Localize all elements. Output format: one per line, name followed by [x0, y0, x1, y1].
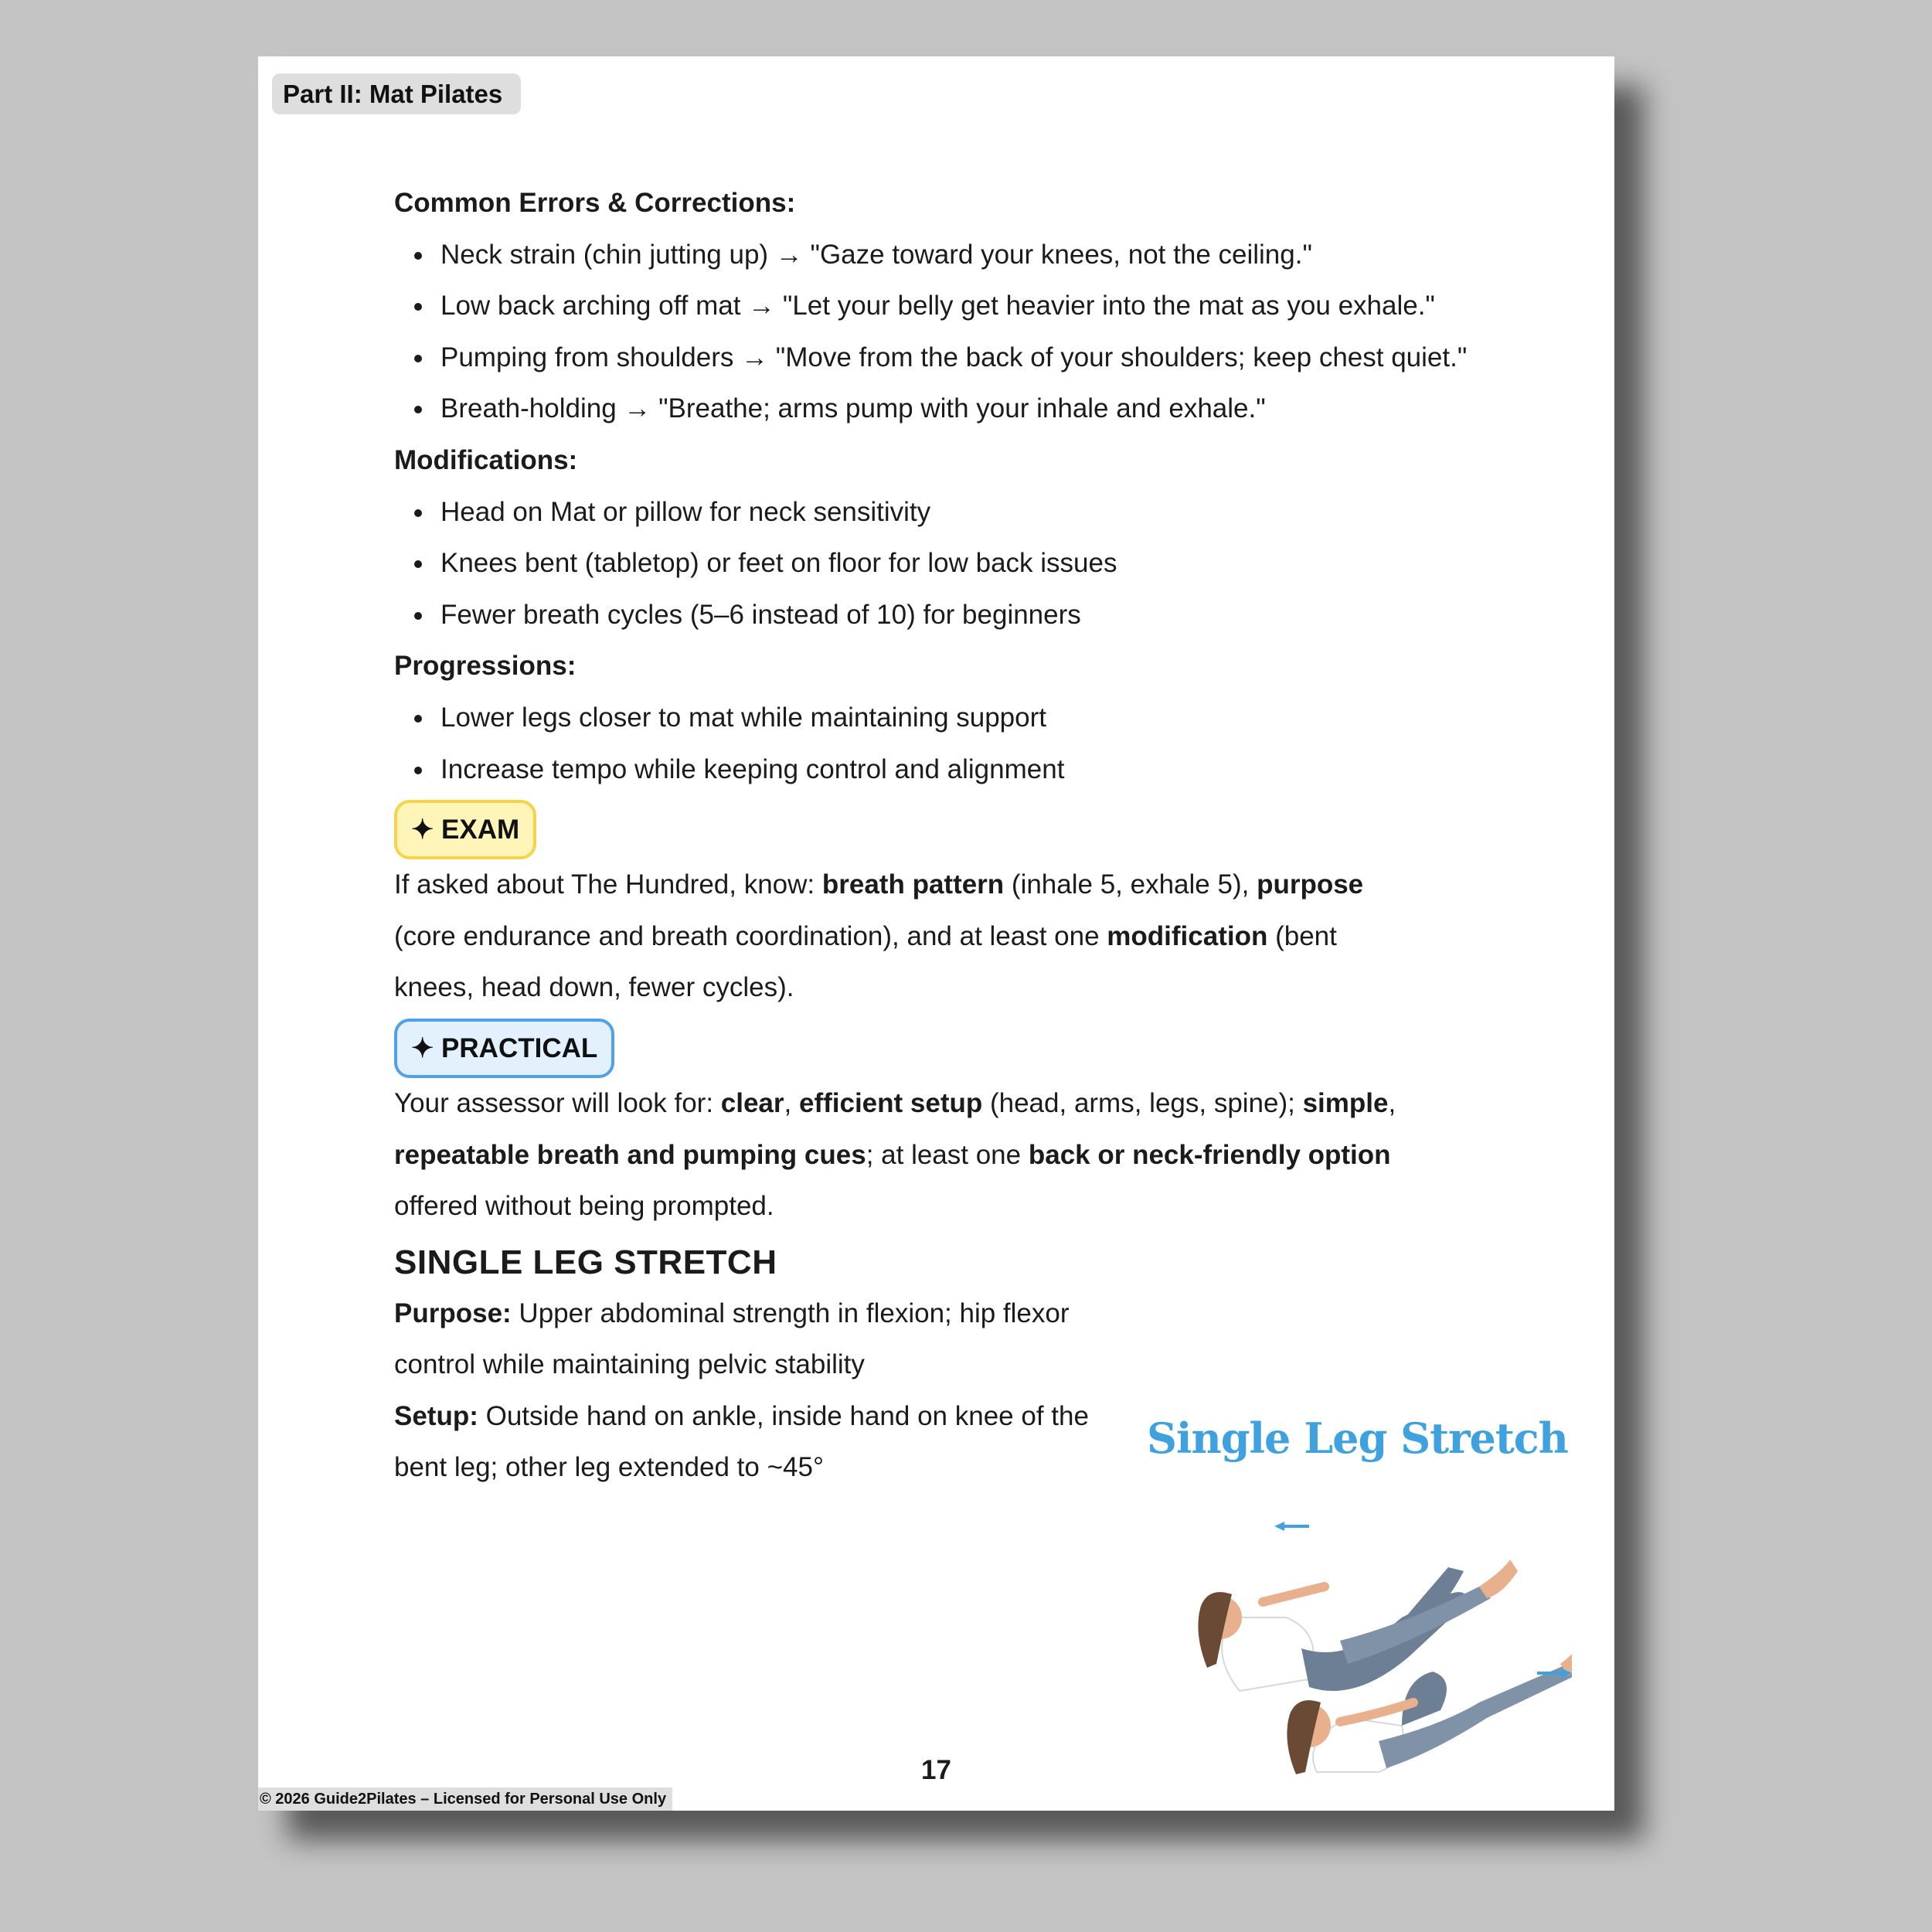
purpose-value: Upper abdominal strength in flexion; hip flexor control while maintaining pelvic stability: [394, 1298, 1070, 1380]
exam-text-4: (bent knees, head down, fewer cycles).: [394, 920, 1337, 1003]
part-label: Part II: Mat Pilates: [272, 73, 521, 114]
practical-text-1: Your assessor will look for:: [394, 1087, 721, 1118]
exam-text-3: (core endurance and breath coordination), and at least one: [394, 920, 1107, 951]
modifications-heading: Modifications:: [394, 444, 578, 475]
practical-text-4: ,: [1388, 1087, 1396, 1118]
list-item: Breath-holding → "Breathe; arms pump with your inhale and exhale.": [440, 383, 1476, 435]
practical-text-5: ; at least one: [866, 1139, 1029, 1170]
exam-bold-2: purpose: [1257, 869, 1364, 900]
progressions-list: [394, 692, 1476, 795]
practical-bold-4: repeatable breath and pumping cues: [394, 1139, 866, 1170]
setup-value: Outside hand on ankle, inside hand on knee of the bent leg; other leg extended to ~45°: [394, 1400, 1089, 1483]
exam-text-1: If asked about The Hundred, know:: [394, 869, 822, 900]
exam-badge: ✦ EXAM: [394, 800, 536, 859]
pilates-figures-image: [1147, 1339, 1572, 1787]
list-item: Fewer breath cycles (5–6 instead of 10) for beginners: [440, 590, 1476, 641]
page-content: [394, 178, 1476, 1494]
setup-text: [394, 1391, 1136, 1494]
practical-text-3: (head, arms, legs, spine);: [982, 1087, 1303, 1118]
figure-title: Single Leg Stretch: [1147, 1413, 1568, 1463]
practical-bold-2: efficient setup: [798, 1087, 983, 1118]
copyright-notice: © 2026 Guide2Pilates – Licensed for Personal Use Only: [258, 1787, 672, 1811]
exam-text-2: (inhale 5, exhale 5),: [1004, 869, 1257, 900]
exam-text: [394, 859, 1476, 1014]
section-heading: SINGLE LEG STRETCH: [394, 1243, 777, 1281]
document-page: [258, 56, 1614, 1811]
list-item: Head on Mat or pillow for neck sensitivity: [440, 487, 1476, 539]
errors-list: [394, 230, 1476, 435]
practical-text-6: offered without being prompted.: [394, 1191, 774, 1222]
exam-bold-1: breath pattern: [821, 869, 1005, 900]
modifications-list: [394, 487, 1476, 641]
practical-text: [394, 1078, 1476, 1233]
progressions-heading: Progressions:: [394, 651, 577, 682]
purpose-text: [394, 1288, 1136, 1391]
practical-text-2: ,: [784, 1087, 799, 1118]
setup-label: Setup:: [394, 1400, 478, 1431]
figure-one: [1198, 1522, 1518, 1691]
list-item: Low back arching off mat → "Let your belly get heavier into the mat as you exhale.": [440, 281, 1476, 332]
practical-bold-1: clear: [720, 1087, 784, 1118]
exercise-details: [394, 1288, 1136, 1494]
practical-badge: ✦ PRACTICAL: [394, 1019, 614, 1078]
exam-bold-3: modification: [1107, 920, 1268, 951]
list-item: Increase tempo while keeping control and alignment: [440, 744, 1476, 796]
page-number: 17: [921, 1755, 951, 1785]
errors-heading: Common Errors & Corrections:: [394, 188, 796, 218]
list-item: Knees bent (tabletop) or feet on floor for low back issues: [440, 538, 1476, 590]
practical-bold-5: back or neck-friendly option: [1028, 1139, 1391, 1170]
list-item: Neck strain (chin jutting up) → "Gaze toward your knees, not the ceiling.": [440, 230, 1476, 281]
exercise-illustration: [1147, 1339, 1572, 1787]
list-item: Lower legs closer to mat while maintaining support: [440, 692, 1476, 744]
practical-bold-3: simple: [1302, 1087, 1389, 1118]
purpose-label: Purpose:: [394, 1298, 512, 1328]
list-item: Pumping from shoulders → "Move from the back of your shoulders; keep chest quiet.": [440, 332, 1476, 384]
